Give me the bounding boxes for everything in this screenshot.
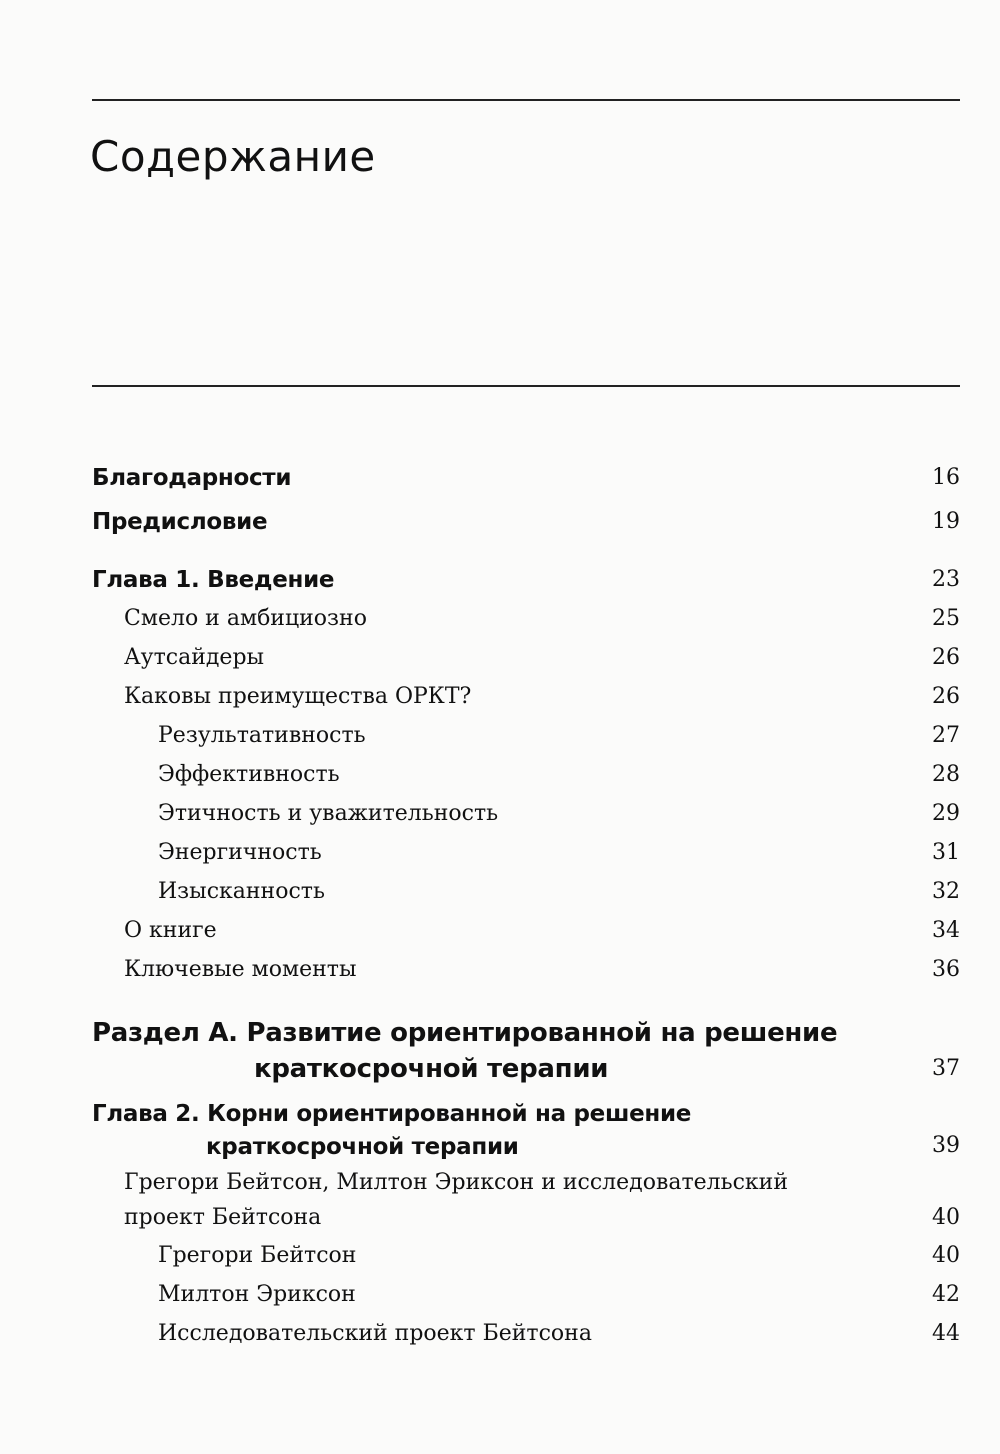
toc-entry-page: 42 [932, 1282, 960, 1307]
toc-entry[interactable] [0, 957, 1000, 993]
toc-entry-label: Исследовательский проект Бейтсона [158, 1321, 592, 1346]
toc-entry[interactable] [0, 1321, 1000, 1357]
toc-entry-label: Смело и амбициозно [124, 606, 367, 631]
toc-entry-page: 40 [932, 1205, 960, 1230]
toc-entry-label: Энергичность [158, 840, 322, 865]
toc-entry-page: 29 [932, 801, 960, 826]
toc-entry-label: Результативность [158, 723, 366, 748]
toc-entry[interactable] [0, 762, 1000, 798]
toc-entry-label: Милтон Эриксон [158, 1282, 356, 1307]
toc-entry-page: 16 [932, 465, 960, 490]
section-rule [92, 385, 960, 387]
toc-entry[interactable] [0, 1243, 1000, 1279]
toc-entry[interactable] [0, 684, 1000, 720]
toc-entry-label: Глава 1. Введение [92, 567, 335, 593]
toc-entry-page: 32 [932, 879, 960, 904]
toc-entry-label: Грегори Бейтсон [158, 1243, 357, 1268]
toc-entry-page: 44 [932, 1321, 960, 1346]
toc-entry[interactable] [0, 606, 1000, 642]
toc-entry-page: 27 [932, 723, 960, 748]
toc-entry[interactable] [0, 918, 1000, 954]
toc-entry-page: 37 [932, 1056, 960, 1081]
toc-entry[interactable] [0, 840, 1000, 876]
toc-entry-page: 28 [932, 762, 960, 787]
toc-entry-page: 25 [932, 606, 960, 631]
toc-entry[interactable] [0, 723, 1000, 759]
toc-entry[interactable] [0, 567, 1000, 603]
toc-entry[interactable] [0, 879, 1000, 915]
toc-entry[interactable] [0, 1170, 1000, 1238]
toc-entry-label: Глава 2. Корни ориентированной на решение [92, 1101, 692, 1127]
toc-entry-page: 40 [932, 1243, 960, 1268]
toc-entry-page: 36 [932, 957, 960, 982]
toc-entry-label: Ключевые моменты [124, 957, 357, 982]
toc-entry[interactable] [0, 465, 1000, 501]
toc-entry-label: Аутсайдеры [124, 645, 265, 670]
toc-entry-page: 26 [932, 684, 960, 709]
toc-entry-page: 39 [932, 1133, 960, 1158]
toc-entry[interactable] [0, 645, 1000, 681]
toc-entry-label-cont: краткосрочной терапии [206, 1134, 519, 1160]
toc-entry[interactable] [0, 509, 1000, 545]
toc-entry[interactable] [0, 801, 1000, 837]
toc-entry-label-cont: проект Бейтсона [124, 1205, 322, 1230]
toc-entry[interactable] [0, 1101, 1000, 1169]
toc-entry-label: Этичность и уважительность [158, 801, 499, 826]
toc-entry-label: О книге [124, 918, 217, 943]
top-rule [92, 99, 960, 101]
toc-entry-label: Благодарности [92, 465, 292, 491]
toc-entry-page: 23 [932, 567, 960, 592]
toc-entry-label: Изысканность [158, 879, 325, 904]
toc-entry-label: Каковы преимущества ОРКТ? [124, 684, 472, 709]
toc-entry[interactable] [0, 1282, 1000, 1318]
toc-entry-page: 26 [932, 645, 960, 670]
toc-entry-page: 34 [932, 918, 960, 943]
toc-entry-page: 31 [932, 840, 960, 865]
toc-entry-label: Грегори Бейтсон, Милтон Эриксон и исследовательский [124, 1170, 788, 1195]
page-title: Содержание [90, 132, 376, 181]
toc-entry-label: Раздел А. Развитие ориентированной на решение [92, 1018, 838, 1048]
toc-entry-label-cont: краткосрочной терапии [254, 1054, 609, 1084]
toc-entry-label: Предисловие [92, 509, 268, 535]
toc-entry-page: 19 [932, 509, 960, 534]
toc-entry-section[interactable] [0, 1018, 1000, 1090]
toc-entry-label: Эффективность [158, 762, 340, 787]
